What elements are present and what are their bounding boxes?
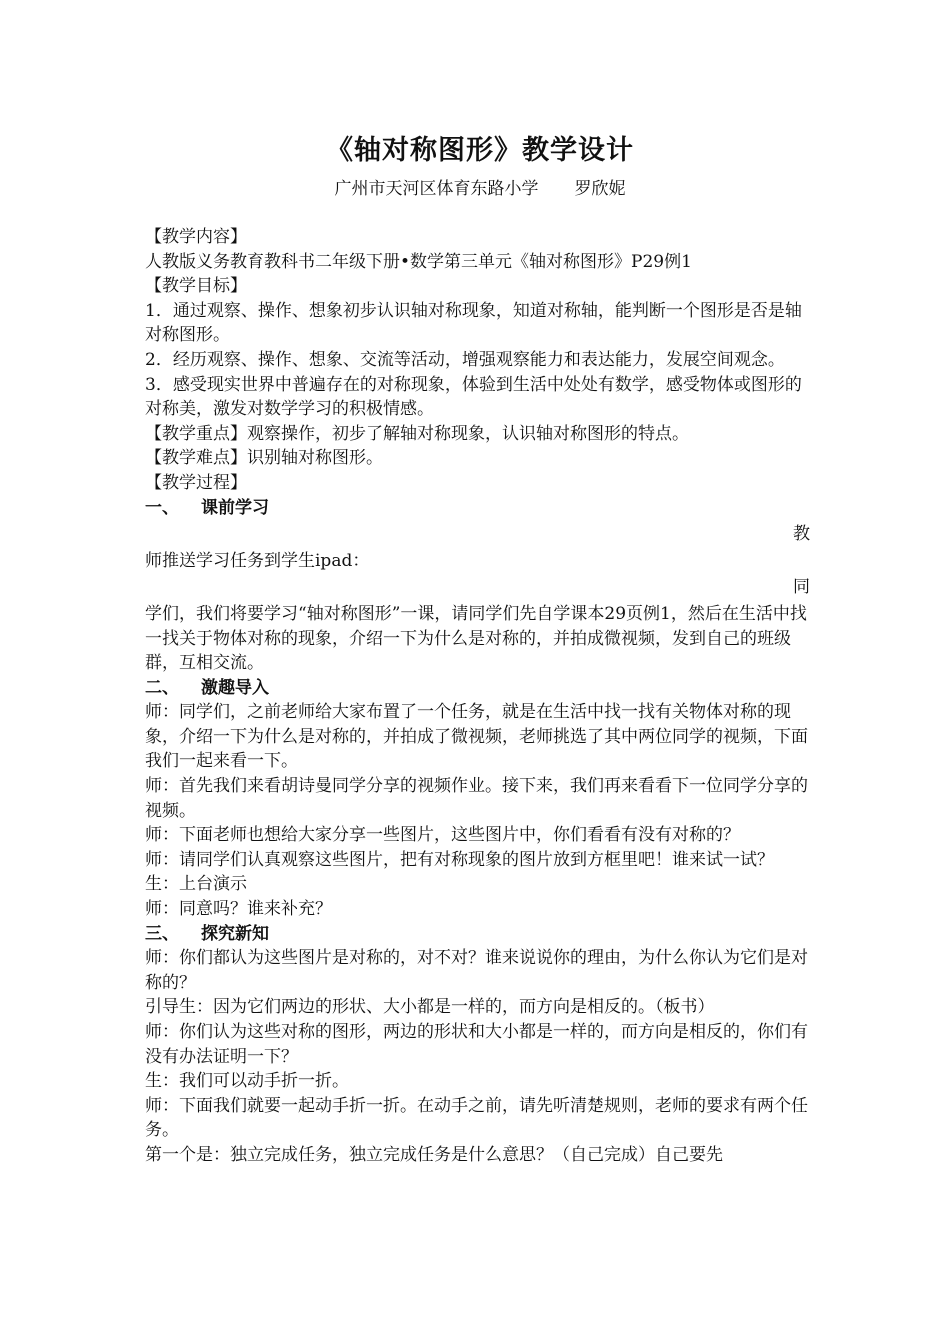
part1-number: 一、 bbox=[145, 497, 179, 518]
part2-paragraph-3: 师：下面老师也想给大家分享一些图片，这些图片中，你们看看有没有对称的？ bbox=[145, 825, 740, 846]
part1-line-2: 学们，我们将要学习“轴对称图形”一课，请同学们先自学课本29页例1，然后在生活中找一找关于物体对称的现象，介绍一下为什么是对称的，并拍成微视频，发到自己的班级群，互相交流。 bbox=[145, 603, 807, 674]
difficulty: 【教学难点】识别轴对称图形。 bbox=[145, 448, 383, 469]
part2-paragraph-5: 生：上台演示 bbox=[145, 874, 247, 895]
author-line bbox=[0, 177, 950, 201]
part2-paragraph-4: 师：请同学们认真观察这些图片，把有对称现象的图片放到方框里吧！谁来试一试？ bbox=[145, 849, 774, 870]
process-label: 【教学过程】 bbox=[145, 472, 247, 493]
content-text: 人教版义务教育教科书二年级下册•数学第三单元《轴对称图形》P29例1 bbox=[145, 251, 692, 272]
part3-paragraph-4: 生：我们可以动手折一折。 bbox=[145, 1071, 349, 1092]
goal-1: 1．通过观察、操作、想象初步认识轴对称现象，知道对称轴，能判断一个图形是否是轴对称图形。 bbox=[145, 300, 802, 346]
part3-paragraph-1: 师：你们都认为这些图片是对称的，对不对？谁来说说你的理由，为什么你认为它们是对称的？ bbox=[145, 948, 808, 993]
part1-line-1: 师推送学习任务到学生ipad： bbox=[145, 550, 370, 571]
part2-number: 二、 bbox=[145, 677, 179, 698]
part3-heading bbox=[145, 922, 810, 947]
part2-title: 激趣导入 bbox=[201, 677, 269, 698]
part2-paragraph-2: 师：首先我们来看胡诗曼同学分享的视频作业。接下来，我们再来看看下一位同学分享的视频。 bbox=[145, 776, 808, 821]
document-body bbox=[145, 225, 810, 1168]
part2-paragraph-6: 师：同意吗？谁来补充？ bbox=[145, 899, 332, 920]
part3-title: 探究新知 bbox=[201, 923, 269, 944]
part2-paragraph-1: 师：同学们，之前老师给大家布置了一个任务，就是在生活中找一找有关物体对称的现象，介绍一下为什么是对称的，并拍成了微视频，老师挑选了其中两位同学的视频，下面我们一起来看一下。 bbox=[145, 702, 808, 772]
part1-right-char-1: 教 bbox=[793, 524, 810, 545]
author-school: 广州市天河区体育东路小学 bbox=[334, 179, 539, 199]
part1-title: 课前学习 bbox=[201, 497, 269, 518]
goals-label: 【教学目标】 bbox=[145, 276, 247, 297]
part2-heading bbox=[145, 676, 810, 701]
part3-paragraph-2: 引导生：因为它们两边的形状、大小都是一样的，而方向是相反的。（板书） bbox=[145, 997, 715, 1018]
part1-right-char-2: 同 bbox=[793, 577, 810, 598]
part3-number: 三、 bbox=[145, 923, 179, 944]
part1-heading bbox=[145, 496, 810, 521]
content-label: 【教学内容】 bbox=[145, 227, 247, 247]
part3-paragraph-6: 第一个是：独立完成任务，独立完成任务是什么意思？（自己完成）自己要先 bbox=[145, 1144, 723, 1165]
author-name: 罗欣妮 bbox=[574, 179, 626, 199]
document-title: 《轴对称图形》教学设计 bbox=[326, 135, 634, 166]
part3-paragraph-3: 师：你们认为这些对称的图形，两边的形状和大小都是一样的，而方向是相反的，你们有没有办法证明一下？ bbox=[145, 1022, 808, 1067]
part3-paragraph-5: 师：下面我们就要一起动手折一折。在动手之前，请先听清楚规则，老师的要求有两个任务。 bbox=[145, 1095, 808, 1141]
key-point: 【教学重点】观察操作，初步了解轴对称现象，认识轴对称图形的特点。 bbox=[145, 423, 689, 444]
goal-3: 3．感受现实世界中普遍存在的对称现象，体验到生活中处处有数学，感受物体或图形的对称美，激发对数学学习的积极情感。 bbox=[145, 374, 802, 420]
goal-2: 2．经历观察、操作、想象、交流等活动，增强观察能力和表达能力，发展空间观念。 bbox=[145, 349, 785, 370]
